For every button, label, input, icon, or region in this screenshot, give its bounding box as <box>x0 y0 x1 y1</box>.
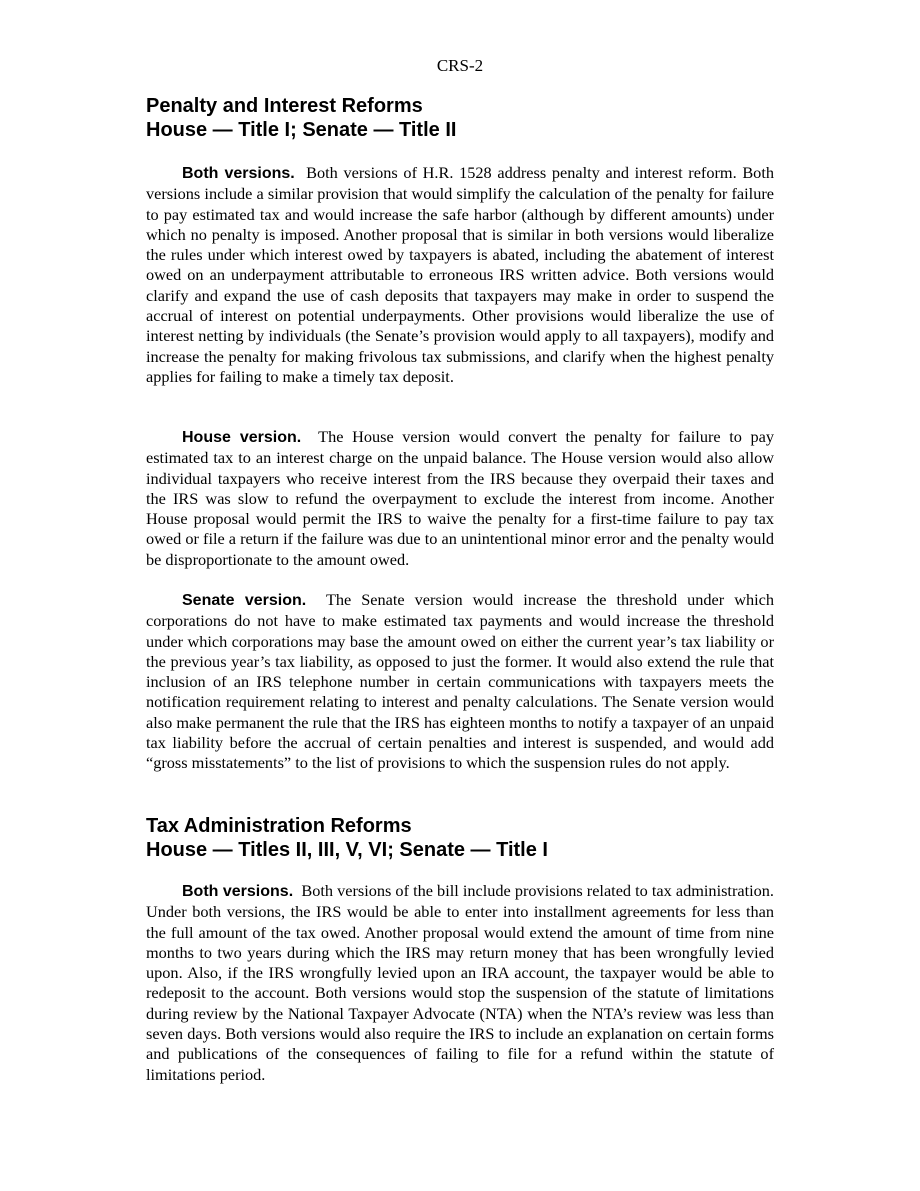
section-title: Penalty and Interest Reforms <box>146 95 423 117</box>
paragraph-both-versions-penalty <box>146 163 774 387</box>
paragraph-text: The House version would convert the penalty for failure to pay estimated tax to an interest charge on the unpaid balance. The House version would also allow individual taxpayers who receive interest from the IRS because they overpaid their taxes and the IRS was slow to refund the overpayment to exclude the interest from income. Another House proposal would permit the IRS to waive the penalty for a first-time failure to pay tax owed or file a return if the failure was due to an unintentional minor error and the penalty would be disproportionate to the amount owed. <box>146 427 774 569</box>
paragraph-lead: House version. <box>182 429 302 446</box>
paragraph-text: The Senate version would increase the threshold under which corporations do not have to make estimated tax payments and would increase the threshold under which corporations may base the amount owed on either the current year’s tax liability or the previous year’s tax liability, as opposed to just the former. It would also extend the rule that inclusion of an IRS telephone number in certain communications with taxpayers meets the notification requirement relating to interest and penalty calculations. The Senate version would also make permanent the rule that the IRS has eighteen months to notify a taxpayer of an unpaid tax liability before the accrual of certain penalties and interest is suspended, and would add “gross misstatements” to the list of provisions to which the suspension rules do not apply. <box>146 590 774 773</box>
paragraph-both-versions-administration <box>146 881 774 1085</box>
section-subtitle: House — Titles II, III, V, VI; Senate — Title I <box>146 839 548 861</box>
paragraph-house-version-penalty <box>146 427 774 570</box>
paragraph-lead: Senate version. <box>182 592 307 609</box>
section-heading-tax-administration <box>146 814 774 862</box>
section-heading-penalty-interest <box>146 94 774 142</box>
paragraph-senate-version-penalty <box>146 590 774 774</box>
paragraph-lead: Both versions. <box>182 165 295 182</box>
paragraph-text: Both versions of H.R. 1528 address penalty and interest reform. Both versions include a similar provision that would simplify the calculation of the penalty for failure to pay estimated tax and would increase the safe harbor (although by different amounts) under which no penalty is imposed. Another proposal that is similar in both versions would liberalize the rules under which interest owed by taxpayers is abated, including the abatement of interest owed on an underpayment attributable to erroneous IRS written advice. Both versions would clarify and expand the use of cash deposits that taxpayers may make in order to suspend the accrual of interest on potential underpayments. Other provisions would liberalize the use of interest netting by individuals (the Senate’s provision would apply to all taxpayers), modify and increase the penalty for making frivolous tax submissions, and clarify when the highest penalty applies for failing to make a timely tax deposit. <box>146 163 774 386</box>
page-header: CRS-2 <box>436 56 484 75</box>
paragraph-text: Both versions of the bill include provisions related to tax administration. Under both versions, the IRS would be able to enter into installment agreements for less than the full amount of the tax owed. Another proposal would extend the amount of time from nine months to two years during which the IRS may return money that has been wrongfully levied upon. Also, if the IRS wrongfully levied upon an IRA account, the taxpayer would be able to redeposit to the account. Both versions would stop the suspension of the statute of limitations during review by the National Taxpayer Advocate (NTA) when the NTA’s review was less than seven days. Both versions would also require the IRS to include an explanation on certain forms and publications of the consequences of failing to file for a refund within the statute of limitations period. <box>146 881 775 1084</box>
paragraph-lead: Both versions. <box>182 883 294 900</box>
section-subtitle: House — Title I; Senate — Title II <box>146 119 457 141</box>
section-title: Tax Administration Reforms <box>146 815 412 837</box>
